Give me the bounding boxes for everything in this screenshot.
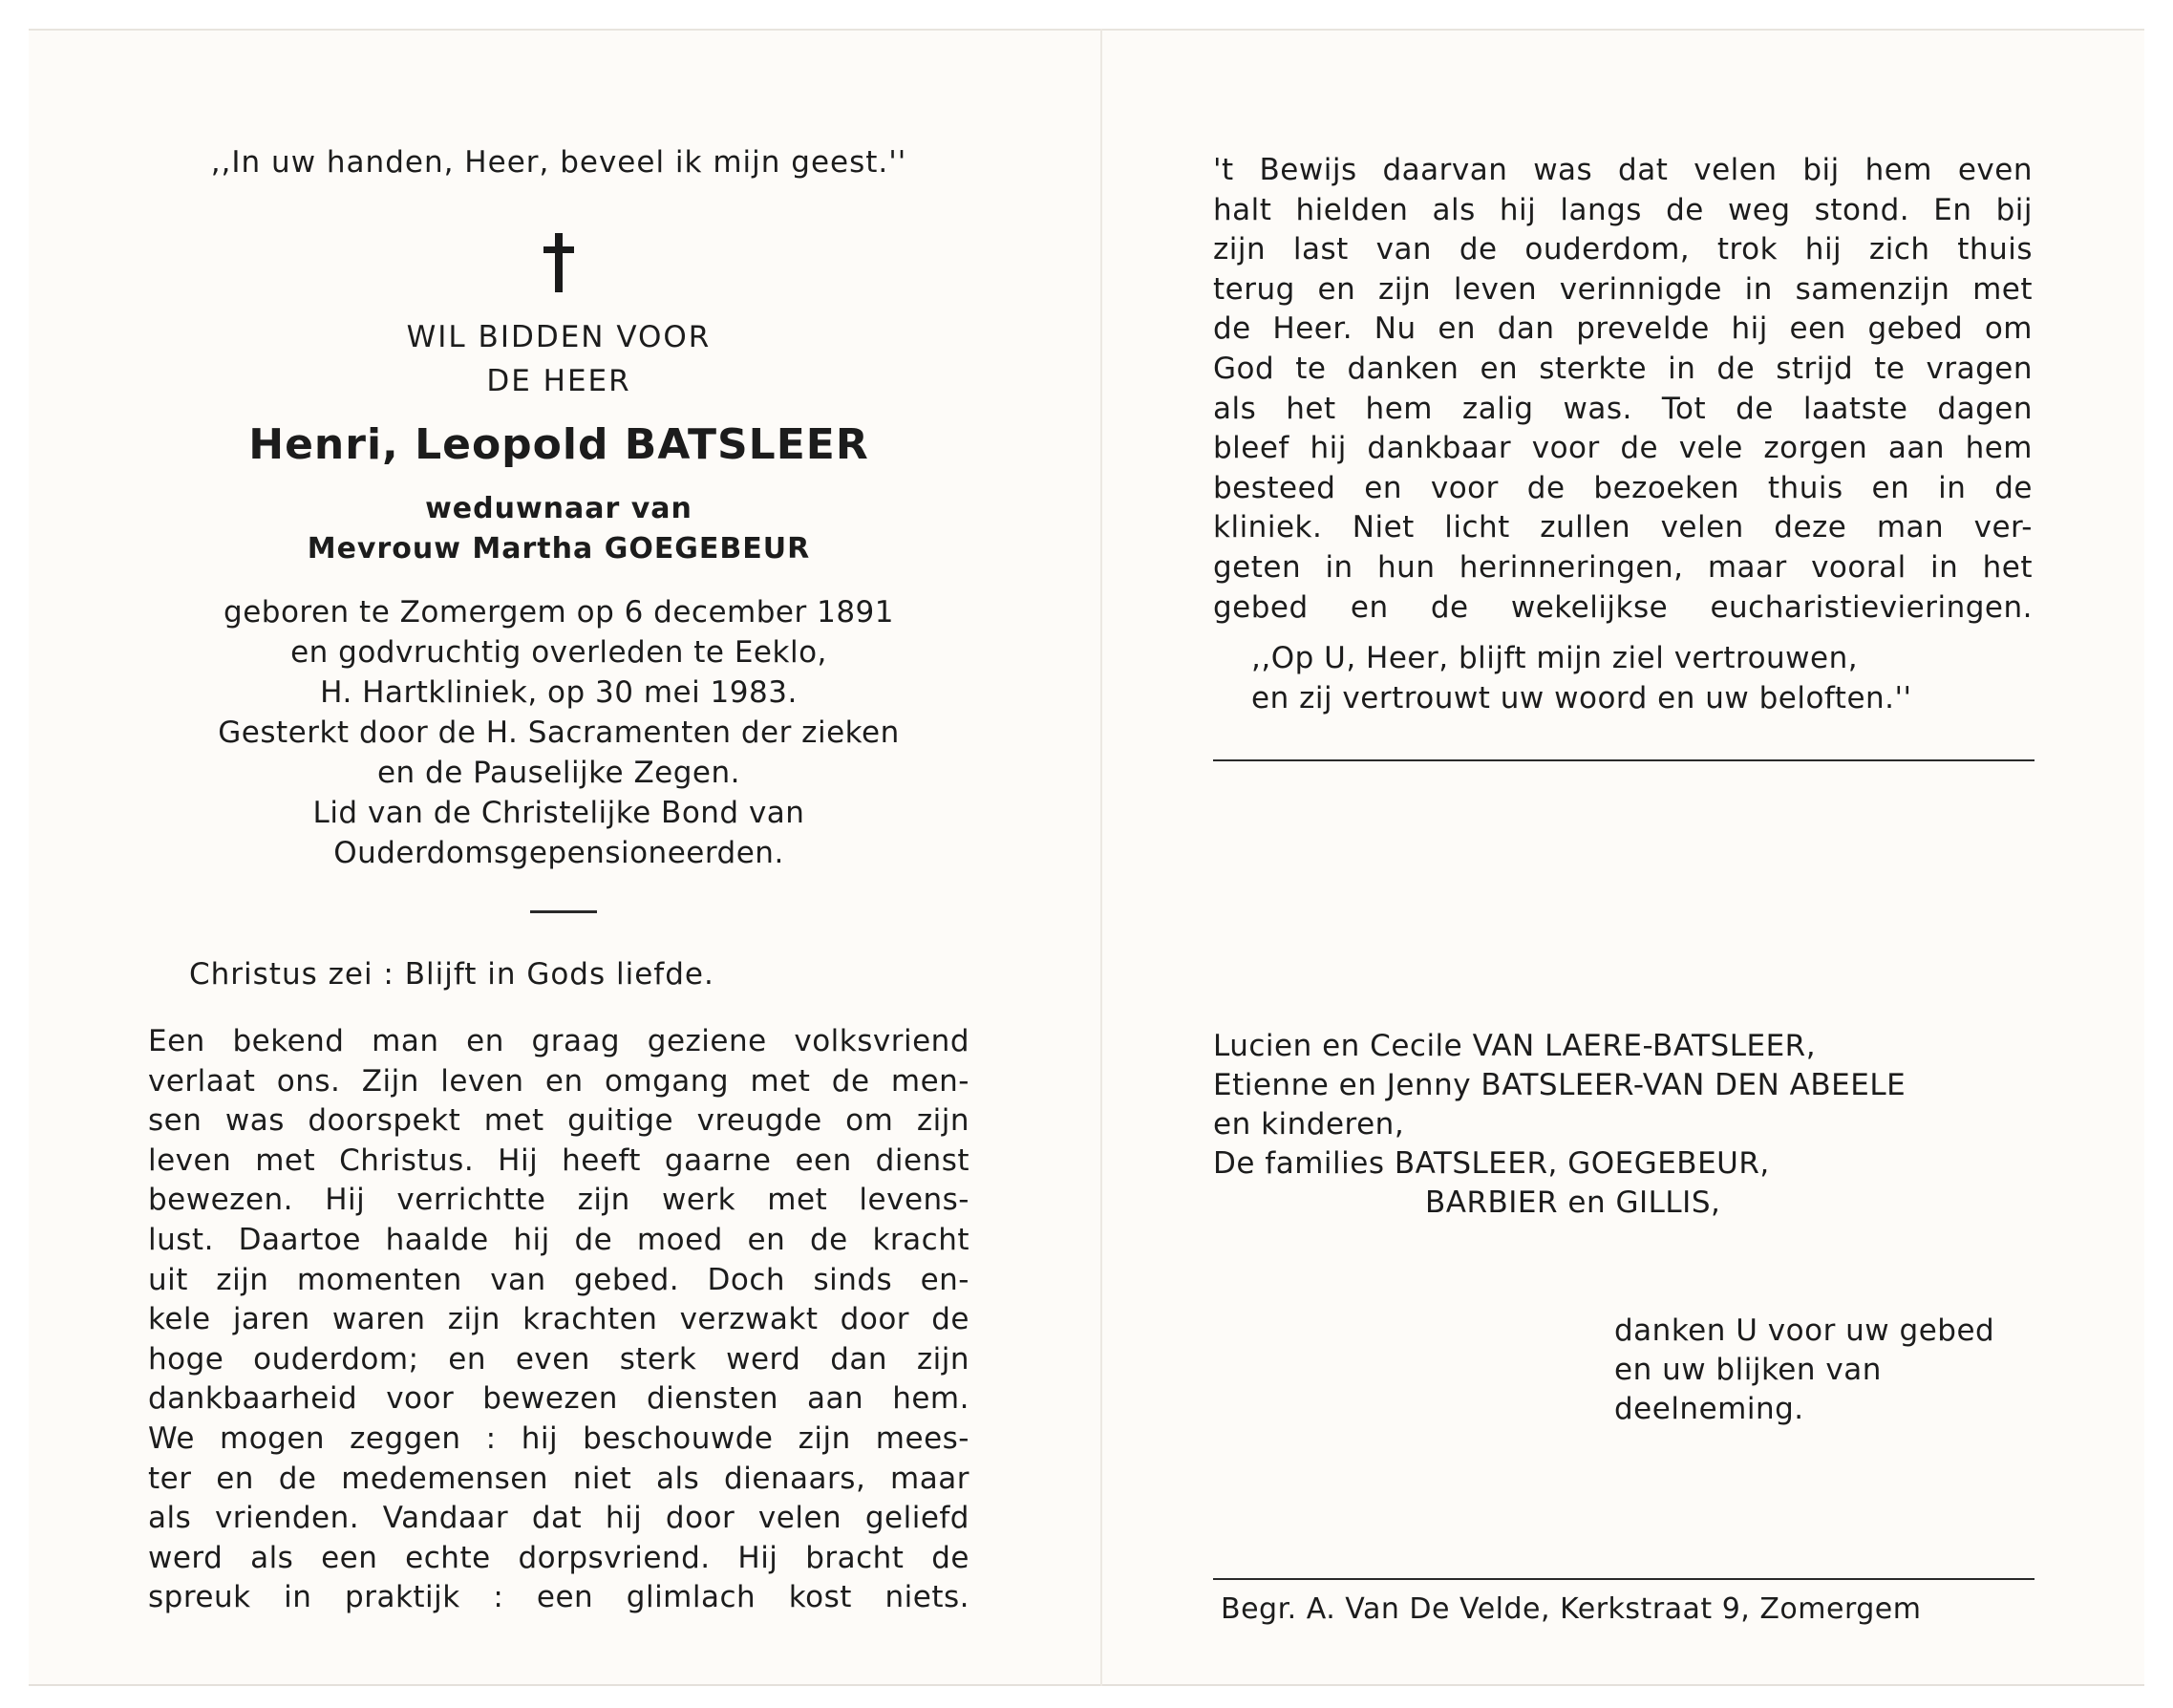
card-fold bbox=[1100, 29, 1102, 1686]
deceased-name: Henri, Leopold BATSLEER bbox=[248, 420, 869, 469]
card-top-edge bbox=[29, 29, 2144, 31]
spouse-name: Mevrouw Martha GOEGEBEUR bbox=[307, 532, 811, 566]
family-line: Lucien en Cecile VAN LAERE-BATSLEER, bbox=[1213, 1029, 1817, 1063]
eulogy-line: uit zijn momenten van gebed. Doch sinds en- bbox=[148, 1262, 969, 1297]
family-line: en kinderen, bbox=[1213, 1107, 1405, 1142]
eulogy-line: spreuk in praktijk : een glimlach kost niets. bbox=[148, 1580, 969, 1615]
opening-quote: ,,In uw handen, Heer, beveel ik mijn geest.'' bbox=[210, 145, 907, 180]
section-divider bbox=[530, 910, 597, 913]
widower-of bbox=[143, 489, 974, 569]
bio-line: en de Pauselijke Zegen. bbox=[376, 756, 741, 790]
eulogy-line: verlaat ons. Zijn leven en omgang met de men- bbox=[148, 1063, 969, 1099]
eulogy-line: werd als een echte dorpsvriend. Hij bracht de bbox=[148, 1540, 969, 1575]
eulogy-line: Een bekend man en graag geziene volksvriend bbox=[148, 1024, 969, 1058]
latin-cross-icon bbox=[530, 229, 587, 296]
quote-line: ,,Op U, Heer, blijft mijn ziel vertrouwen, bbox=[1251, 641, 1859, 675]
footer-divider bbox=[1213, 1578, 2035, 1580]
bio-line: H. Hartkliniek, op 30 mei 1983. bbox=[320, 675, 798, 710]
family-line: BARBIER en GILLIS, bbox=[1425, 1185, 1721, 1220]
eulogy-line: We mogen zeggen : hij beschouwde zijn mees- bbox=[148, 1420, 969, 1456]
eulogy-line: kele jaren waren zijn krachten verzwakt door de bbox=[148, 1302, 969, 1337]
eulogy-line: gebed en de wekelijkse eucharistievieringen. bbox=[1213, 589, 2033, 625]
christus-line: Christus zei : Blijft in Gods liefde. bbox=[189, 957, 714, 992]
card-bottom-edge bbox=[29, 1684, 2144, 1686]
eulogy-line: leven met Christus. Hij heeft gaarne een dienst bbox=[148, 1142, 969, 1178]
eulogy-line: lust. Daartoe haalde hij de moed en de kracht bbox=[148, 1222, 969, 1257]
eulogy-line: geten in hun herinneringen, maar vooral in het bbox=[1213, 549, 2033, 585]
eulogy-line: dankbaarheid voor bewezen diensten aan hem. bbox=[148, 1381, 969, 1417]
thanks-line: danken U voor uw gebed bbox=[1614, 1313, 1995, 1348]
bio-line: Gesterkt door de H. Sacramenten der zieken bbox=[218, 715, 900, 750]
prayer-request bbox=[143, 315, 974, 403]
quote-line: en zij vertrouwt uw woord en uw beloften.'' bbox=[1251, 681, 1912, 715]
printer-credit: Begr. A. Van De Velde, Kerkstraat 9, Zomergem bbox=[1221, 1592, 1922, 1626]
eulogy-line: besteed en voor de bezoeken thuis en in de bbox=[1213, 470, 2033, 505]
eulogy-line: de Heer. Nu en dan prevelde hij een gebed om bbox=[1213, 311, 2033, 347]
eulogy-line: bleef hij dankbaar voor de vele zorgen aan hem bbox=[1213, 431, 2033, 466]
bio-line: geboren te Zomergem op 6 december 1891 bbox=[224, 595, 894, 630]
eulogy-line: als het hem zalig was. Tot de laatste dagen bbox=[1213, 391, 2033, 426]
eulogy-line: God te danken en sterkte in de strijd te vragen bbox=[1213, 351, 2033, 386]
thanks-line: en uw blijken van bbox=[1614, 1353, 1882, 1387]
eulogy-line: kliniek. Niet licht zullen velen deze man ver- bbox=[1213, 510, 2033, 545]
family-list bbox=[1213, 1027, 2044, 1223]
section-divider bbox=[1213, 759, 2035, 761]
eulogy-line: terug en zijn leven verinnigde in samenzijn met bbox=[1213, 271, 2033, 307]
prayer-line: DE HEER bbox=[486, 364, 631, 398]
prayer-line: WIL BIDDEN VOOR bbox=[406, 320, 712, 354]
eulogy-line: halt hielden als hij langs de weg stond. En bij bbox=[1213, 192, 2033, 227]
eulogy-part-1 bbox=[148, 1022, 969, 1618]
widower-line: weduwnaar van bbox=[425, 492, 692, 525]
family-line: De families BATSLEER, GOEGEBEUR, bbox=[1213, 1146, 1770, 1181]
eulogy-line: hoge ouderdom; en even sterk werd dan zijn bbox=[148, 1341, 969, 1377]
eulogy-part-2 bbox=[1213, 151, 2033, 628]
eulogy-line: zijn last van de ouderdom, trok hij zich thuis bbox=[1213, 232, 2033, 267]
thanks-line: deelneming. bbox=[1614, 1392, 1804, 1426]
eulogy-line: sen was doorspekt met guitige vreugde om zijn bbox=[148, 1103, 969, 1139]
eulogy-line: bewezen. Hij verrichtte zijn werk met levens- bbox=[148, 1183, 969, 1218]
family-line: Etienne en Jenny BATSLEER-VAN DEN ABEELE bbox=[1213, 1068, 1907, 1102]
closing-quote bbox=[1251, 638, 2044, 718]
biography bbox=[143, 592, 974, 873]
eulogy-line: 't Bewijs daarvan was dat velen bij hem even bbox=[1213, 153, 2033, 187]
bio-line: en godvruchtig overleden te Eeklo, bbox=[290, 635, 827, 670]
bio-line: Ouderdomsgepensioneerden. bbox=[333, 836, 784, 870]
eulogy-line: ter en de medemensen niet als dienaars, maar bbox=[148, 1461, 969, 1496]
thanks-note bbox=[1614, 1312, 2044, 1429]
eulogy-line: als vrienden. Vandaar dat hij door velen geliefd bbox=[148, 1501, 969, 1536]
bio-line: Lid van de Christelijke Bond van bbox=[312, 796, 805, 830]
